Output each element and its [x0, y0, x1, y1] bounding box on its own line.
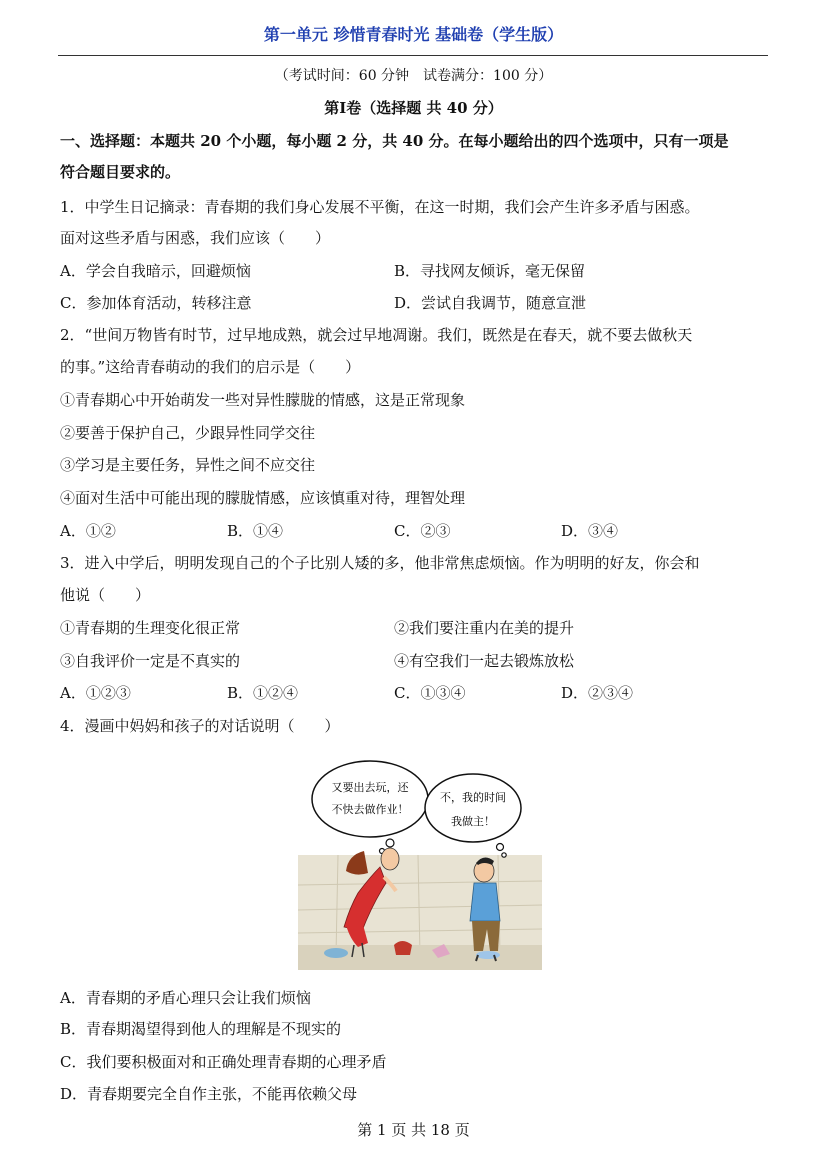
instructions-line-1: 一、选择题：本题共 20 个小题，每小题 2 分，共 40 分。在每小题给出的四个选项中，只有一项是 [60, 132, 729, 150]
q2-stem-line-1: 2．“世间万物皆有时节，过早地成熟，就会过早地凋谢。我们，既然是在春天，就不要去做秋天 [60, 326, 693, 344]
q1-option-c: C．参加体育活动，转移注意 [60, 294, 252, 312]
q2-stem-line-2: 的事。”这给青春萌动的我们的启示是（ ） [60, 358, 361, 376]
q2-statement-2: ②要善于保护自己，少跟异性同学交往 [60, 424, 316, 442]
q1-option-a: A．学会自我暗示，回避烦恼 [60, 262, 251, 280]
q1-option-d: D．尝试自我调节，随意宣泄 [394, 294, 587, 312]
child-speech-line-1: 不，我的时间 [440, 791, 506, 804]
q3-stem-line-2: 他说（ ） [60, 586, 151, 604]
q3-statement-3: ③自我评价一定是不真实的 [60, 652, 241, 670]
page-number: 第 1 页 共 18 页 [357, 1121, 470, 1139]
header-divider [58, 55, 768, 56]
exam-meta: （考试时间：60 分钟 试卷满分：100 分） [274, 68, 553, 84]
section-title: 第Ⅰ卷（选择题 共 40 分） [324, 99, 503, 117]
q1-stem-line-2: 面对这些矛盾与困惑，我们应该（ ） [60, 229, 331, 247]
ground-item-blue [324, 948, 348, 958]
q2-statement-3: ③学习是主要任务，异性之间不应交往 [60, 456, 316, 474]
ground-item-light-blue [476, 951, 500, 959]
q1-option-b: B．寻找网友倾诉，毫无保留 [394, 262, 586, 280]
q3-stem-line-1: 3．进入中学后，明明发现自己的个子比别人矮的多，他非常焦虑烦恼。作为明明的好友，你会和 [60, 554, 700, 572]
q4-option-b: B．青春期渴望得到他人的理解是不现实的 [60, 1020, 342, 1038]
q2-option-b: B．①④ [227, 522, 284, 540]
q3-statement-1: ①青春期的生理变化很正常 [60, 619, 241, 637]
q4-option-a: A．青春期的矛盾心理只会让我们烦恼 [60, 989, 311, 1007]
q2-statement-4: ④面对生活中可能出现的朦胧情感，应该慎重对待，理智处理 [60, 489, 466, 507]
q4-stem: 4．漫画中妈妈和孩子的对话说明（ ） [60, 717, 340, 735]
q4-option-d: D．青春期要完全自作主张，不能再依赖父母 [60, 1085, 358, 1103]
mother-speech-line-2: 不快去做作业！ [331, 803, 409, 816]
q3-option-a: A．①②③ [60, 684, 131, 702]
q3-option-c: C．①③④ [394, 684, 466, 702]
q3-statement-2: ②我们要注重内在美的提升 [394, 619, 575, 637]
q3-option-d: D．②③④ [561, 684, 634, 702]
q2-statement-1: ①青春期心中开始萌发一些对异性朦胧的情感，这是正常现象 [60, 391, 466, 409]
child-speech-line-2: 我做主！ [451, 815, 495, 828]
mother-speech-line-1: 又要出去玩，还 [331, 781, 409, 794]
instructions-line-2: 符合题目要求的。 [60, 163, 181, 181]
q2-option-c: C．②③ [394, 522, 451, 540]
q4-option-c: C．我们要积极面对和正确处理青春期的心理矛盾 [60, 1053, 387, 1071]
q1-stem-line-1: 1．中学生日记摘录：青春期的我们身心发展不平衡，在这一时期，我们会产生许多矛盾与困惑。 [60, 198, 700, 216]
document-title: 第一单元 珍惜青春时光 基础卷（学生版） [263, 25, 564, 44]
q3-option-b: B．①②④ [227, 684, 299, 702]
q3-statement-4: ④有空我们一起去锻炼放松 [394, 652, 575, 670]
q2-option-d: D．③④ [561, 522, 619, 540]
mother-child-cartoon [298, 755, 542, 970]
q2-option-a: A．①② [60, 522, 116, 540]
